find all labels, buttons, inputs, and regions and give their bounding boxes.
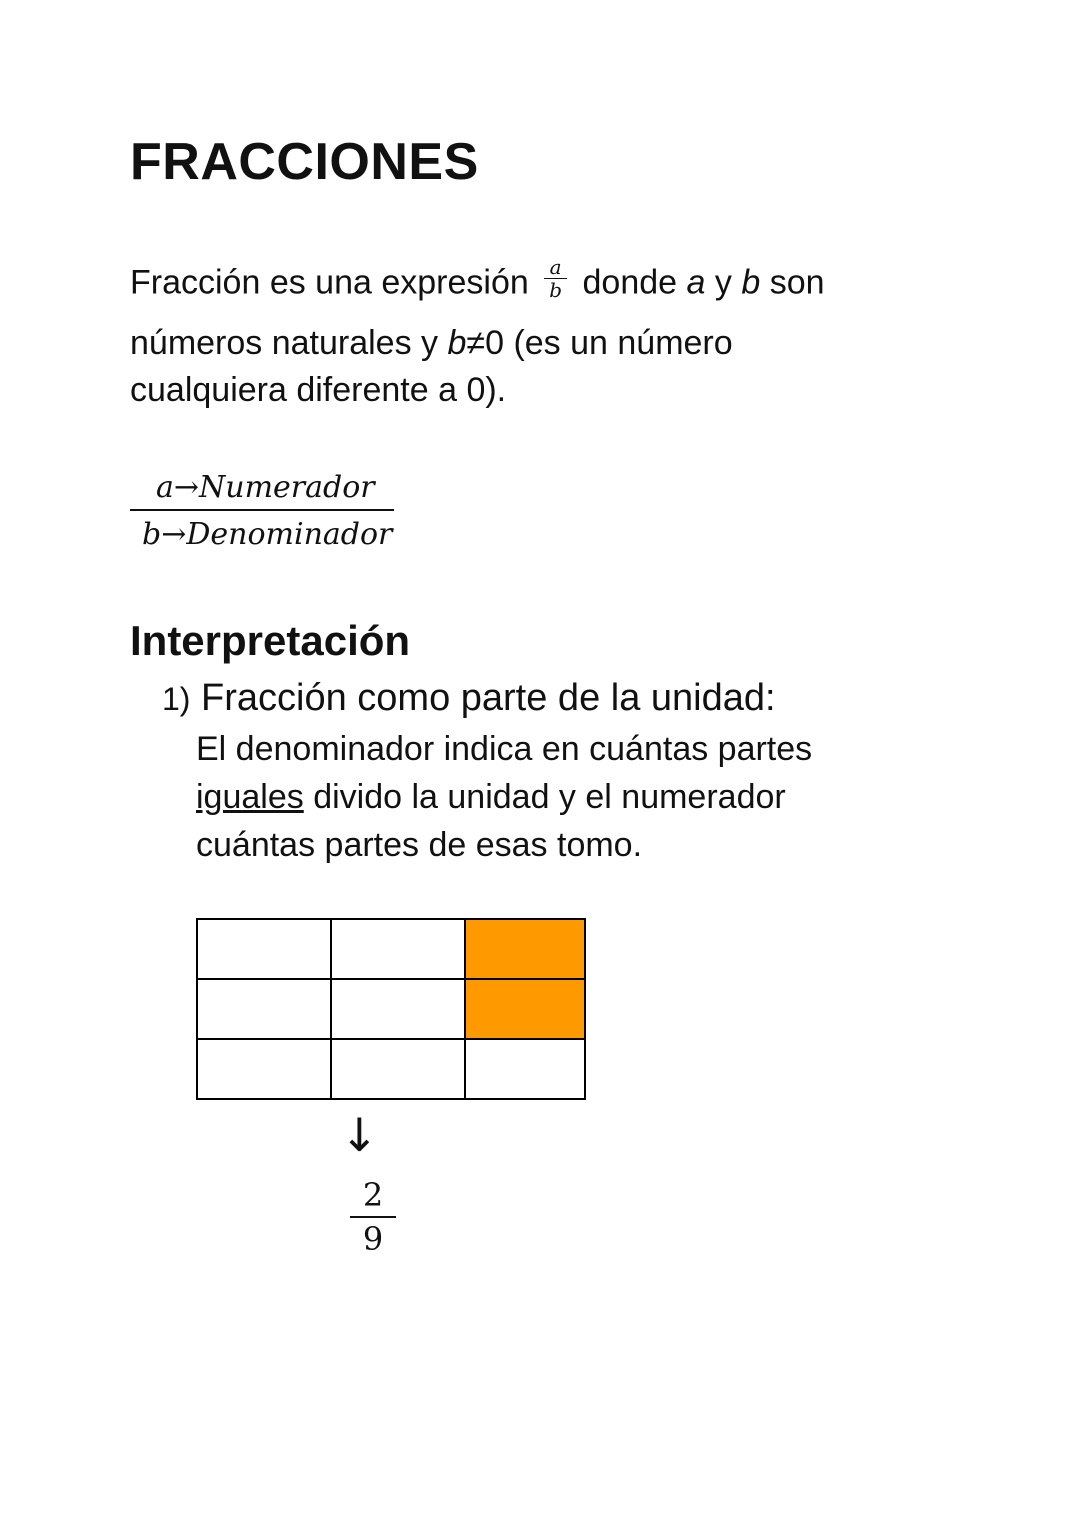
definition-text-3: son: [769, 263, 825, 302]
variable-a: a: [686, 263, 706, 302]
grid-cell-empty: [197, 919, 331, 979]
item-title-text: Fracción como parte de la unidad:: [201, 677, 776, 719]
fraction-parts-definition: [130, 470, 404, 552]
grid-cell-empty: [197, 979, 331, 1039]
definition-text-1: Fracción es una expresión: [130, 263, 529, 302]
inline-fraction-numerator: a: [544, 256, 567, 279]
definition-line-3: cualquiera diferente a 0).: [130, 371, 507, 409]
grid-cell-filled: [465, 979, 585, 1039]
definition-line-2-rest: ≠0 (es un número: [466, 324, 733, 362]
explanation-line-2: [196, 778, 786, 817]
conjunction-y: y: [714, 263, 732, 302]
grid-row: [197, 979, 585, 1039]
result-numerator: 2: [350, 1176, 396, 1218]
result-denominator: 9: [362, 1220, 384, 1258]
grid-row: [197, 1039, 585, 1099]
explanation-line-2-rest: divido la unidad y el numerador: [303, 778, 786, 816]
definition-line-2: [130, 324, 733, 363]
page-title: FRACCIONES: [130, 133, 479, 191]
grid-cell-empty: [465, 1039, 585, 1099]
interpretation-item-1-title: [162, 677, 776, 720]
inline-fraction-denominator: b: [549, 278, 563, 302]
explanation-line-3: cuántas partes de esas tomo.: [196, 826, 643, 864]
grid-cell-empty: [331, 1039, 465, 1099]
grid-row: [197, 919, 585, 979]
numerator-definition: a→Numerador: [130, 470, 394, 511]
explanation-line-1: El denominador indica en cuántas partes: [196, 730, 813, 768]
definition-text-2: donde: [582, 263, 678, 302]
variable-b-condition: b: [447, 324, 467, 362]
grid-cell-empty: [331, 979, 465, 1039]
definition-line-1: [130, 255, 825, 307]
grid-cell-empty: [197, 1039, 331, 1099]
definition-line-2-start: números naturales y: [130, 324, 439, 362]
denominator-definition: b→Denominador: [142, 517, 393, 552]
grid-cell-empty: [331, 919, 465, 979]
underlined-word: iguales: [196, 778, 304, 816]
result-fraction: [350, 1176, 396, 1258]
down-arrow-icon: ↓: [340, 1108, 379, 1162]
grid-cell-filled: [465, 919, 585, 979]
variable-b: b: [741, 263, 761, 302]
item-number: 1): [162, 681, 191, 717]
fraction-grid: [196, 918, 586, 1100]
section-heading-interpretation: Interpretación: [130, 617, 411, 664]
inline-fraction-a-over-b: [544, 256, 567, 301]
